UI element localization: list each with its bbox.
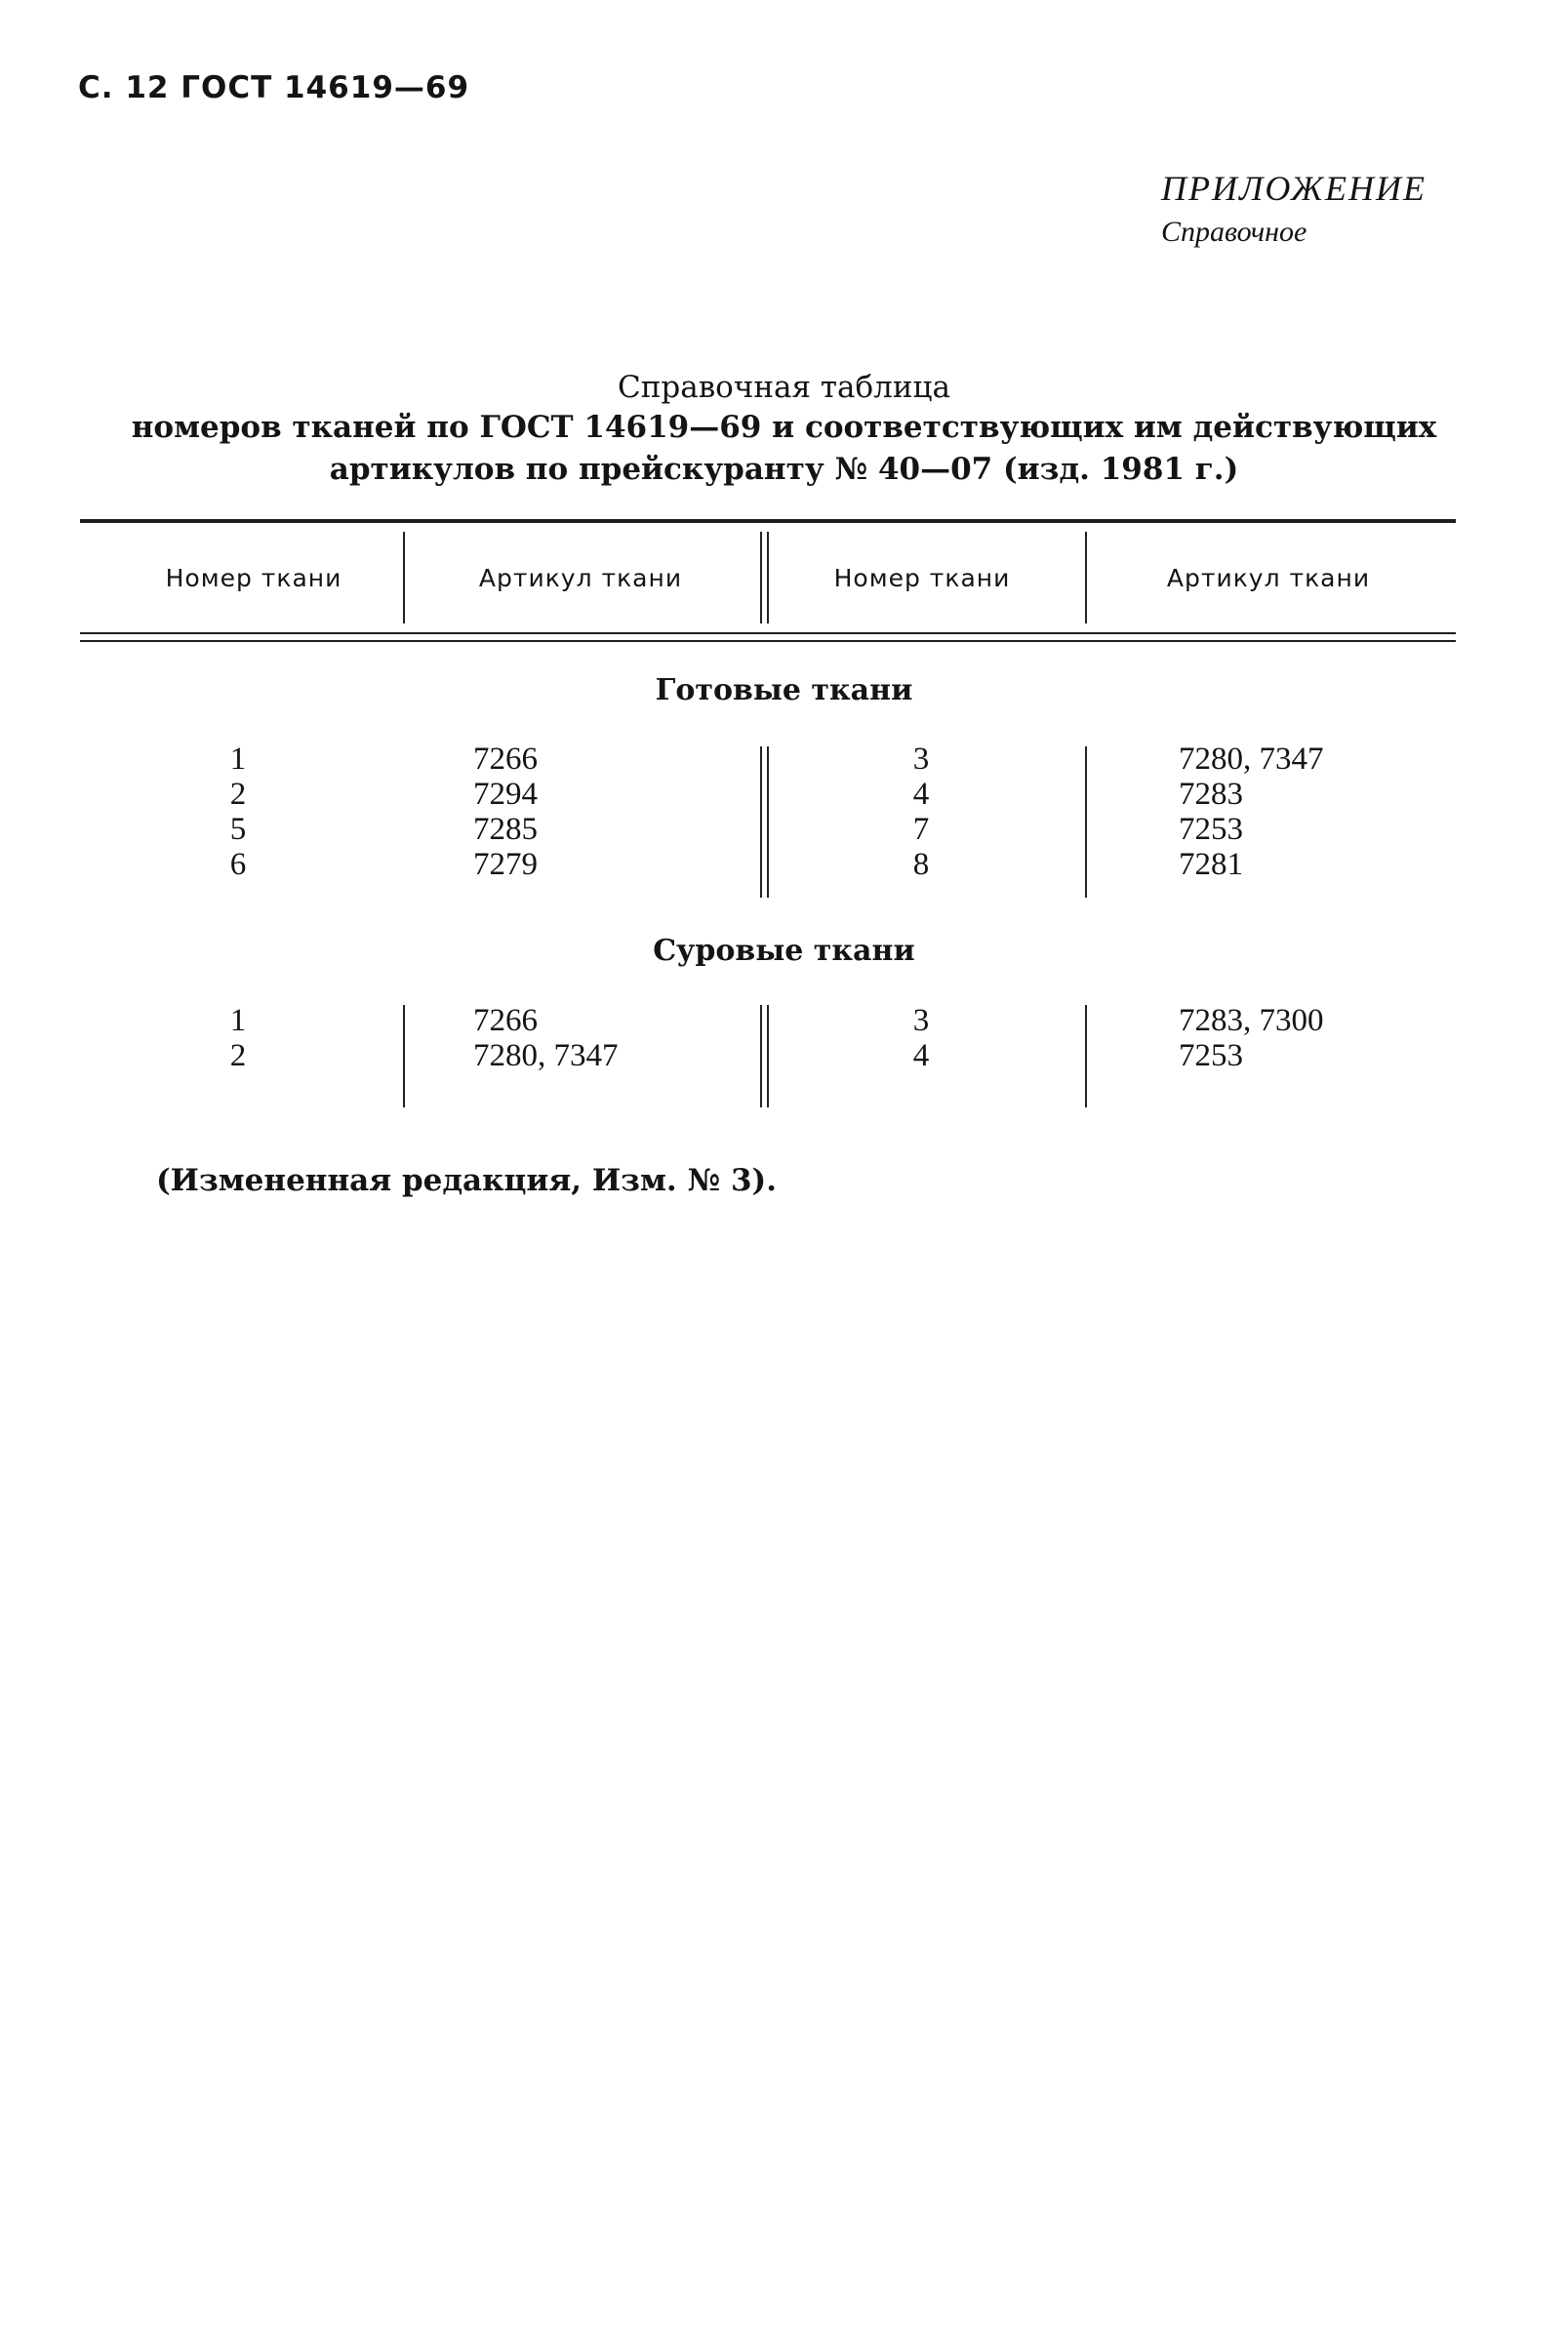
table-cell: 7	[912, 812, 930, 847]
section2-left-numbers	[205, 1003, 271, 1073]
table-cell: 7280, 7347	[1179, 742, 1324, 777]
table-cell: 6	[229, 847, 247, 882]
table-cell: 7266	[473, 1003, 538, 1038]
table-cell: 3	[912, 742, 930, 777]
appendix-title: ПРИЛОЖЕНИЕ	[1161, 169, 1427, 208]
table-cell: 5	[229, 812, 247, 847]
column-separator-double-b	[767, 1005, 769, 1107]
table-cell: 7294	[473, 777, 538, 812]
table-cell: 3	[912, 1003, 930, 1038]
column-header-number-1: Номер ткани	[165, 564, 342, 592]
revision-note: (Измененная редакция, Изм. № 3).	[156, 1163, 777, 1198]
column-separator-double-b	[767, 746, 769, 898]
table-cell: 7283	[1179, 777, 1243, 812]
column-separator-double-a	[760, 746, 762, 898]
column-header-article-1: Артикул ткани	[478, 564, 683, 592]
table-cell: 2	[229, 1038, 247, 1073]
table-cell: 7285	[473, 812, 538, 847]
table-cell: 7253	[1179, 812, 1243, 847]
table-cell: 1	[229, 742, 247, 777]
section-title-raw: Суровые ткани	[653, 934, 915, 968]
header-bottom-rule-b	[80, 640, 1456, 642]
table-cell: 4	[912, 777, 930, 812]
table-cell: 7253	[1179, 1038, 1243, 1073]
column-header-article-2: Артикул ткани	[1166, 564, 1371, 592]
section-title-finished: Готовые ткани	[655, 673, 913, 707]
table-caption-line-3: артикулов по прейскуранту № 40—07 (изд. 1981 г.)	[329, 452, 1239, 487]
column-separator-double-a	[760, 1005, 762, 1107]
header-separator-double-a	[760, 532, 762, 623]
table-top-rule	[80, 519, 1456, 523]
table-caption-line-2: номеров тканей по ГОСТ 14619—69 и соответствующих им действующих	[131, 410, 1437, 445]
table-cell: 4	[912, 1038, 930, 1073]
column-separator	[1085, 746, 1087, 898]
header-bottom-rule-a	[80, 632, 1456, 634]
header-separator	[1085, 532, 1087, 623]
table-cell: 2	[229, 777, 247, 812]
page-header: С. 12 ГОСТ 14619—69	[78, 70, 470, 105]
table-cell: 7279	[473, 847, 538, 882]
column-separator	[1085, 1005, 1087, 1107]
section1-right-numbers	[888, 742, 954, 882]
table-cell: 1	[229, 1003, 247, 1038]
section2-left-articles	[473, 1003, 688, 1073]
table-cell: 7280, 7347	[473, 1038, 619, 1073]
column-separator	[403, 1005, 405, 1107]
section2-right-articles	[1179, 1003, 1432, 1073]
section1-left-numbers	[205, 742, 271, 882]
appendix-subtitle: Справочное	[1161, 216, 1307, 248]
section1-left-articles	[473, 742, 688, 882]
table-cell: 7266	[473, 742, 538, 777]
column-header-number-2: Номер ткани	[833, 564, 1011, 592]
table-cell: 8	[912, 847, 930, 882]
header-separator-double-b	[767, 532, 769, 623]
table-caption-line-1: Справочная таблица	[618, 370, 950, 405]
section1-right-articles	[1179, 742, 1432, 882]
table-cell: 7283, 7300	[1179, 1003, 1324, 1038]
header-separator	[403, 532, 405, 623]
table-cell: 7281	[1179, 847, 1243, 882]
section2-right-numbers	[888, 1003, 954, 1073]
